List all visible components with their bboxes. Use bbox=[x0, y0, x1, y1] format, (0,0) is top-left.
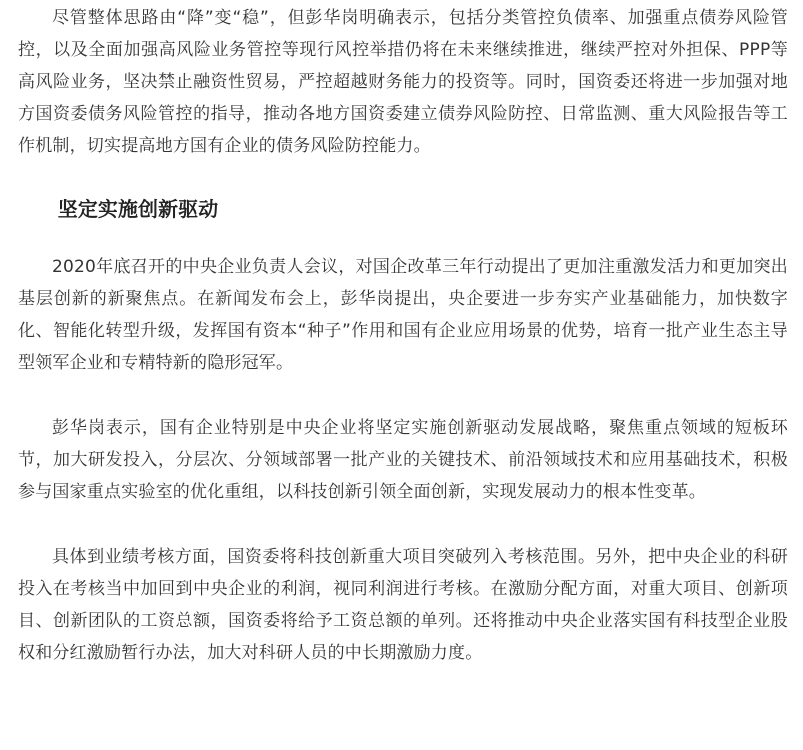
article-paragraph: 彭华岗表示，国有企业特别是中央企业将坚定实施创新驱动发展战略，聚焦重点领域的短板环节，加大研发投入，分层次、分领域部署一批产业的关键技术、前沿领域技术和应用基础技术，积极参与国家重点实验室的优化重组，以科技创新引领全面创新，实现发展动力的根本性变革。 bbox=[18, 418, 788, 502]
section-heading: 坚定实施创新驱动 bbox=[57, 198, 219, 221]
article-paragraph: 2020年底召开的中央企业负责人会议，对国企改革三年行动提出了更加注重激发活力和更加突出基层创新的新聚焦点。在新闻发布会上，彭华岗提出，央企要进一步夯实产业基础能力，加快数字化、智能化转型升级，发挥国有资本“种子”作用和国有企业应用场景的优势，培育一批产业生态主导型领军企业和专精特新的隐形冠军。 bbox=[18, 257, 788, 373]
article-paragraph: 尽管整体思路由“降”变“稳”，但彭华岗明确表示，包括分类管控负债率、加强重点债券风险管控，以及全面加强高风险业务管控等现行风控举措仍将在未来继续推进，继续严控对外担保、PPP等高风险业务，坚决禁止融资性贸易，严控超越财务能力的投资等。同时，国资委还将进一步加强对地方国资委债务风险管控的指导，推动各地方国资委建立债券风险防控、日常监测、重大风险报告等工作机制，切实提高地方国有企业的债务风险防控能力。 bbox=[18, 8, 788, 156]
article-paragraph: 具体到业绩考核方面，国资委将科技创新重大项目突破列入考核范围。另外，把中央企业的科研投入在考核当中加回到中央企业的利润，视同利润进行考核。在激励分配方面，对重大项目、创新项目、创新团队的工资总额，国资委将给予工资总额的单列。还将推动中央企业落实国有科技型企业股权和分红激励暂行办法，加大对科研人员的中长期激励力度。 bbox=[18, 547, 788, 663]
article-body bbox=[18, 0, 788, 669]
